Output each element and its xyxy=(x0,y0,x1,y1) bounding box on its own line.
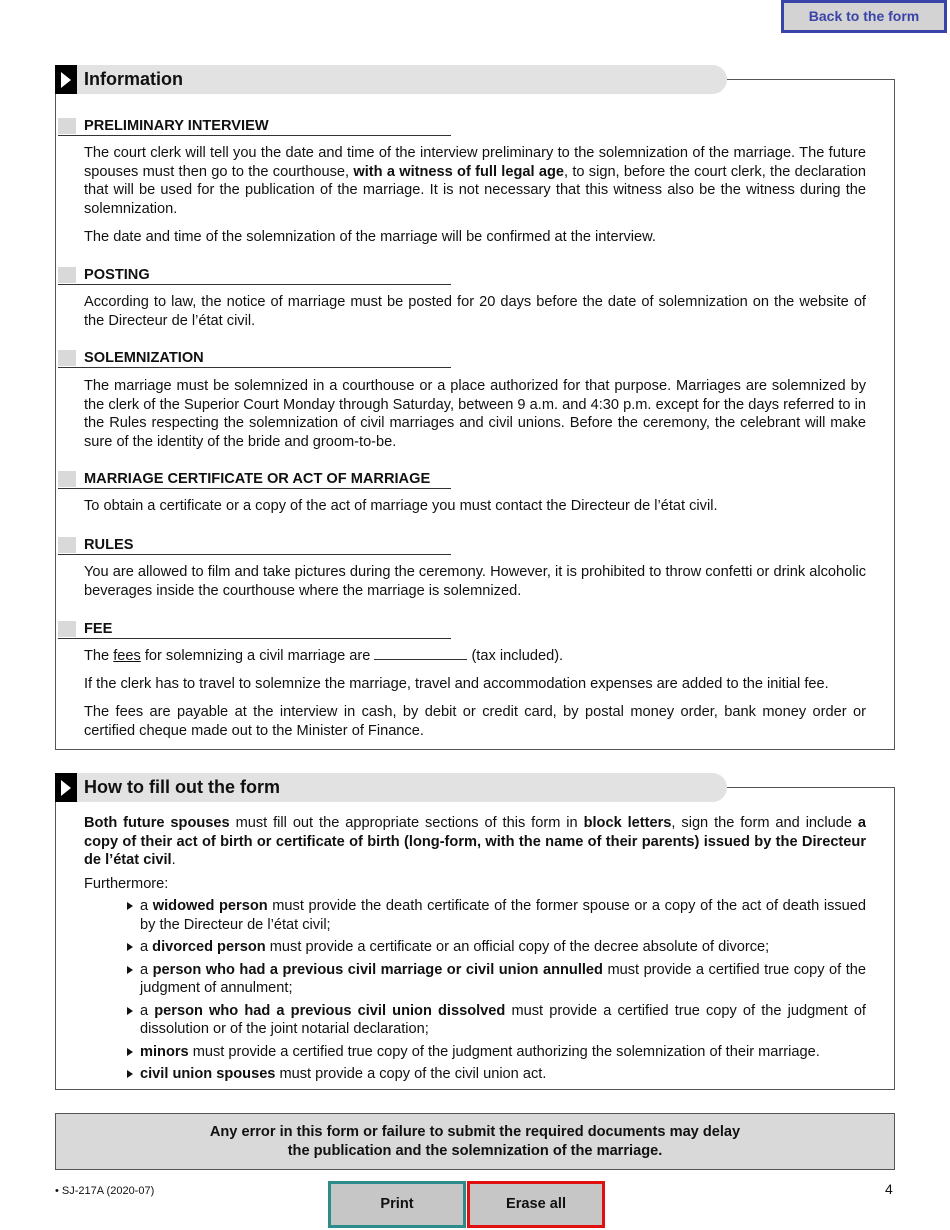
heading-marker xyxy=(58,471,76,487)
information-title: Information xyxy=(84,69,183,89)
how-to-header xyxy=(55,773,727,802)
heading-marker xyxy=(58,621,76,637)
how-to-title: How to fill out the form xyxy=(84,777,280,797)
rules-heading xyxy=(58,536,451,555)
heading-marker xyxy=(58,267,76,283)
how-to-intro: Both future spouses must fill out the appropriate sections of this form in block letters, sign the form and include a copy of their act of birth or certificate of birth (long-form, with the name of their parents) issued by the Directeur de l’état civil. xyxy=(84,815,866,868)
back-to-form-button[interactable]: Back to the form xyxy=(781,0,947,33)
preliminary-interview-heading xyxy=(58,117,451,136)
heading-label: POSTING xyxy=(84,267,150,283)
list-item: civil union spouses must provide a copy of the civil union act. xyxy=(127,1065,866,1084)
erase-all-button[interactable]: Erase all xyxy=(467,1181,605,1228)
list-item: a widowed person must provide the death certificate of the former spouse or a copy of the act of death issued by the Directeur de l’état civil; xyxy=(127,897,866,934)
bullet-arrow-icon xyxy=(127,943,133,951)
heading-label: RULES xyxy=(84,537,134,553)
information-header xyxy=(55,65,727,94)
payment-methods-text: The fees are payable at the interview in cash, by debit or credit card, by postal money order, bank money order or certified cheque made out to the Minister of Finance. xyxy=(84,704,866,739)
bullet-arrow-icon xyxy=(127,966,133,974)
list-item: a person who had a previous civil union dissolved must provide a certified true copy of the judgment of dissolution or of the joint notarial declaration; xyxy=(127,1002,866,1039)
fee-amount-blank xyxy=(374,647,467,660)
list-item: minors must provide a certified true copy of the judgment authorizing the solemnization of their marriage. xyxy=(127,1043,866,1062)
fee-text: The fees for solemnizing a civil marriage are (tax included). xyxy=(84,648,564,664)
section-arrow-icon xyxy=(55,65,77,94)
preliminary-interview-text: The court clerk will tell you the date and time of the interview preliminary to the solemnization of the marriage. The future spouses must then go to the courthouse, with a witness of full legal age, to sign, before the court clerk, the declaration that will be used for the publication of the marriage. It is not necessary that this witness also be the witness during the solemnization. xyxy=(84,145,867,217)
list-item: a divorced person must provide a certificate or an official copy of the decree absolute of divorce; xyxy=(127,938,866,957)
solemnization-heading xyxy=(58,349,451,368)
rules-text: You are allowed to film and take pictures during the ceremony. However, it is prohibited to throw confetti or drink alcoholic beverages inside the courthouse where the marriage is solemnized. xyxy=(84,564,866,599)
warning-line-2: the publication and the solemnization of the marriage. xyxy=(287,1142,663,1159)
bullet-arrow-icon xyxy=(127,1070,133,1078)
heading-marker xyxy=(58,537,76,553)
heading-marker xyxy=(58,350,76,366)
fee-heading xyxy=(58,620,451,639)
heading-label: MARRIAGE CERTIFICATE OR ACT OF MARRIAGE xyxy=(84,471,431,487)
form-code: • SJ-217A (2020-07) xyxy=(55,1185,155,1197)
certificate-heading xyxy=(58,470,451,489)
section-arrow-icon xyxy=(55,773,77,802)
warning-line-1: Any error in this form or failure to submit the required documents may delay xyxy=(209,1123,741,1140)
heading-label: FEE xyxy=(84,621,113,637)
solemnization-text: The marriage must be solemnized in a courthouse or a place authorized for that purpose. Marriages are solemnized by the clerk of the Superior Court Monday through Saturday, between 9 a.m. and 4:30 p.m. except for the days referred to in the Rules respecting the solemnization of civil marriages and civil unions. Before the ceremony, the celebrant will make sure of the identity of the bride and groom-to-be. xyxy=(84,378,866,450)
heading-label: SOLEMNIZATION xyxy=(84,350,204,366)
interview-confirmation-text: The date and time of the solemnization of the marriage will be confirmed at the interview. xyxy=(84,229,656,245)
bullet-arrow-icon xyxy=(127,902,133,910)
warning-box xyxy=(55,1113,895,1170)
print-button[interactable]: Print xyxy=(328,1181,466,1228)
certificate-text: To obtain a certificate or a copy of the act of marriage you must contact the Directeur de l’état civil. xyxy=(84,498,718,514)
travel-fee-text: If the clerk has to travel to solemnize the marriage, travel and accommodation expenses are added to the initial fee. xyxy=(84,676,829,692)
posting-heading xyxy=(58,266,451,285)
fees-link[interactable]: fees xyxy=(113,648,141,664)
heading-label: PRELIMINARY INTERVIEW xyxy=(84,118,269,134)
bullet-arrow-icon xyxy=(127,1007,133,1015)
requirements-list xyxy=(127,897,866,1088)
bullet-arrow-icon xyxy=(127,1048,133,1056)
heading-marker xyxy=(58,118,76,134)
page-number: 4 xyxy=(885,1181,893,1197)
furthermore-label: Furthermore: xyxy=(84,876,169,892)
list-item: a person who had a previous civil marriage or civil union annulled must provide a certified true copy of the judgment of annulment; xyxy=(127,961,866,998)
posting-text: According to law, the notice of marriage must be posted for 20 days before the date of solemnization on the website of the Directeur de l’état civil. xyxy=(84,294,866,329)
